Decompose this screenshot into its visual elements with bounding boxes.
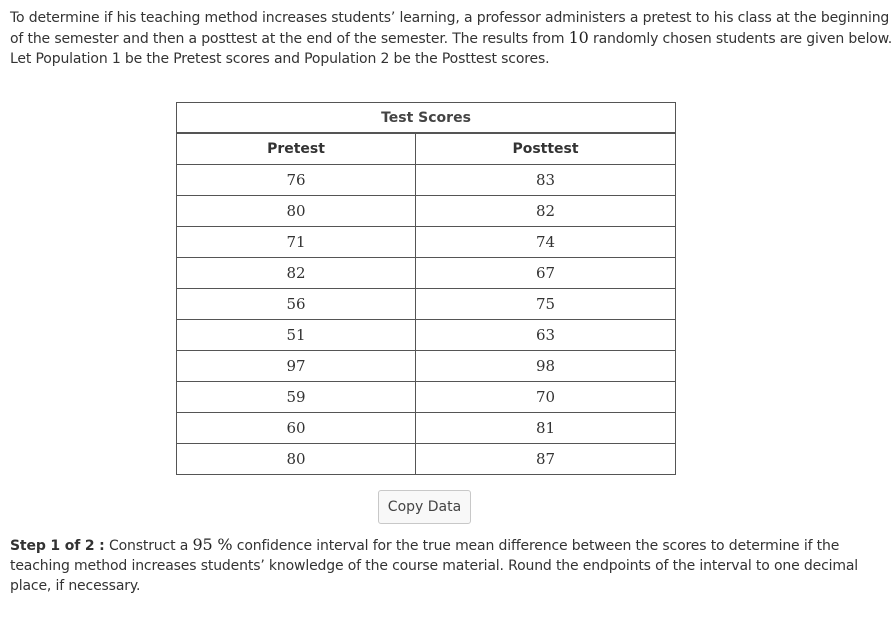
pretest-cell: 71: [177, 227, 416, 258]
table-row: [177, 413, 676, 444]
posttest-cell: 83: [416, 165, 676, 196]
pretest-cell: 97: [177, 351, 416, 382]
pretest-cell: 76: [177, 165, 416, 196]
table-row: [177, 444, 676, 475]
problem-line-2: [10, 28, 892, 49]
step-instructions: [10, 535, 859, 596]
posttest-cell: 63: [416, 320, 676, 351]
copy-data-button[interactable]: Copy Data: [378, 490, 471, 524]
table-row: [177, 289, 676, 320]
column-header-pretest: Pretest: [177, 133, 416, 165]
table-row: [177, 382, 676, 413]
step-label: Step 1 of 2 :: [10, 538, 105, 554]
posttest-cell: 75: [416, 289, 676, 320]
pretest-cell: 80: [177, 196, 416, 227]
posttest-cell: 87: [416, 444, 676, 475]
confidence-level-value: 95 %: [192, 535, 233, 554]
step-text-rest: confidence interval for the true mean difference between the scores to determine if the: [232, 538, 840, 554]
table-row: [177, 227, 676, 258]
posttest-cell: 67: [416, 258, 676, 289]
pretest-cell: 56: [177, 289, 416, 320]
sample-size-value: 10: [568, 28, 589, 47]
posttest-cell: 98: [416, 351, 676, 382]
problem-line-3: Let Population 1 be the Pretest scores and Population 2 be the Posttest scores.: [10, 51, 550, 67]
step-line-3: place, if necessary.: [10, 578, 141, 594]
table-row: [177, 258, 676, 289]
problem-line-1: To determine if his teaching method increases students’ learning, a professor administers a pretest to his class at the beginning: [10, 10, 890, 26]
posttest-cell: 82: [416, 196, 676, 227]
posttest-cell: 70: [416, 382, 676, 413]
step-line-1: [10, 535, 840, 556]
column-header-posttest: Posttest: [416, 133, 676, 165]
pretest-cell: 60: [177, 413, 416, 444]
pretest-cell: 59: [177, 382, 416, 413]
problem-statement: [10, 8, 892, 69]
pretest-cell: 82: [177, 258, 416, 289]
problem-line-2-start: of the semester and then a posttest at the end of the semester. The results from: [10, 31, 569, 47]
table-row: [177, 165, 676, 196]
table-row: [177, 320, 676, 351]
table-row: [177, 351, 676, 382]
posttest-cell: 81: [416, 413, 676, 444]
pretest-cell: 80: [177, 444, 416, 475]
test-scores-table: [176, 102, 676, 475]
posttest-cell: 74: [416, 227, 676, 258]
step-text-start: Construct a: [104, 538, 193, 554]
pretest-cell: 51: [177, 320, 416, 351]
step-line-2: teaching method increases students’ knowledge of the course material. Round the endpoints of the interval to one decimal: [10, 558, 859, 574]
table-row: [177, 196, 676, 227]
table-caption: Test Scores: [177, 103, 676, 134]
problem-line-2-end: randomly chosen students are given below.: [588, 31, 892, 47]
